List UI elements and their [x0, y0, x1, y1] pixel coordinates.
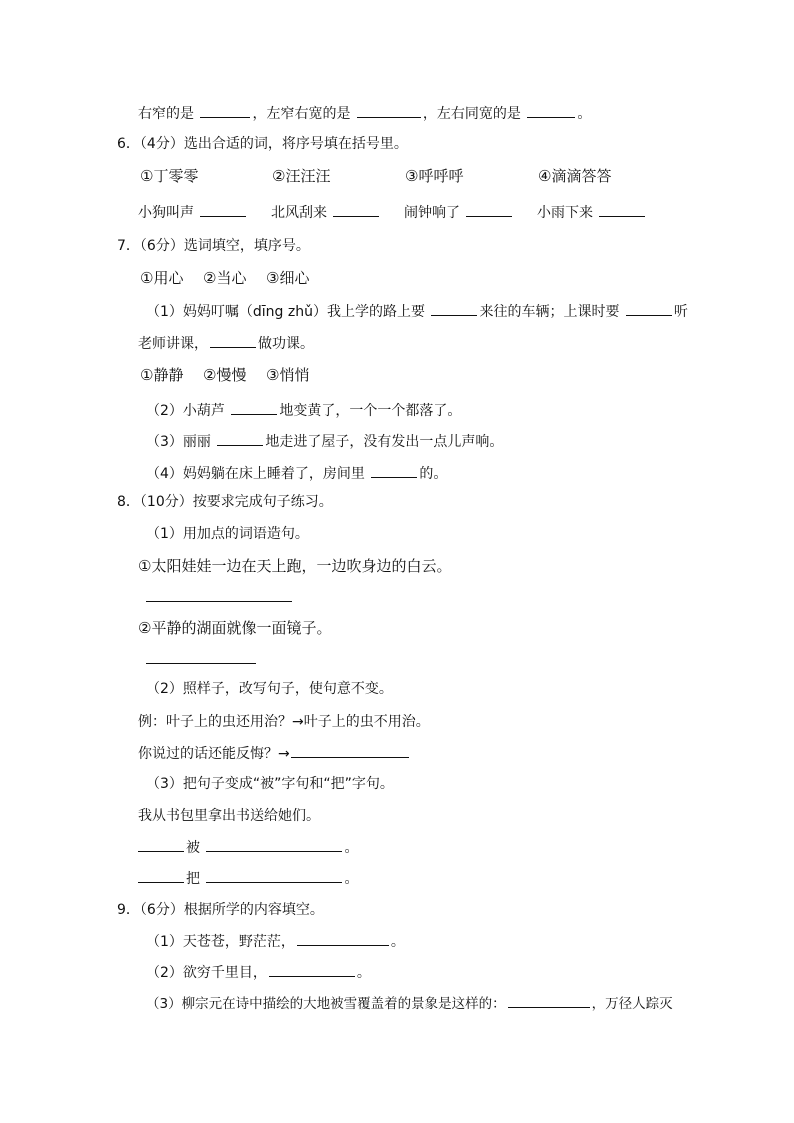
q6-blank-4[interactable] — [599, 202, 645, 217]
q9-header: 9．（6分）根据所学的内容填空。 — [117, 902, 324, 918]
q6-blanks — [0, 202, 794, 222]
q7-opt2-3: ③悄悄 — [266, 366, 310, 384]
q9-sentence-3: （3）柳宗元在诗中描绘的大地被雪覆盖着的景象是这样的： ，万径人踪灭 — [146, 993, 673, 1013]
q6-blank-3[interactable] — [466, 202, 512, 217]
q7-s3-blank[interactable] — [217, 431, 263, 446]
q7-opt1-1: ①用心 — [140, 269, 184, 287]
q6-item-3: 闹钟响了 — [404, 202, 514, 223]
q7-sentence-3: （3）丽丽 地走进了屋子，没有发出一点儿声响。 — [146, 431, 503, 451]
q8-p2-example: 例：叶子上的虫还用治？→叶子上的虫不用治。 — [138, 714, 430, 730]
q5-text-d: 。 — [577, 106, 592, 122]
q8-p3-sentence: 我从书包里拿出书送给她们。 — [138, 808, 320, 824]
q8-part-2: （2）照样子，改写句子，使句意不变。 — [146, 681, 393, 697]
q6-option-3: ③呼呼呼 — [405, 167, 464, 185]
q8-p3-bei-line: 被 。 — [138, 837, 358, 857]
q5-continuation — [138, 103, 591, 123]
q6-item-4: 小雨下来 — [537, 202, 647, 223]
q7-opt2-2: ②慢慢 — [203, 366, 247, 384]
q6-options — [0, 166, 794, 186]
q8-header: 8．（10分）按要求完成句子练习。 — [117, 494, 333, 510]
q8-p3-ba-blank-1[interactable] — [138, 868, 184, 883]
q7-sentence-2: （2）小葫芦 地变黄了，一个一个都落了。 — [146, 400, 461, 420]
q8-p3-bei-blank-1[interactable] — [138, 837, 184, 852]
q8-p3-bei-blank-2[interactable] — [206, 837, 342, 852]
q8-p2-question: 你说过的话还能反悔？→ — [138, 743, 411, 763]
q8-p1-answer-line-2[interactable] — [146, 663, 256, 664]
q7-opt2-1: ①静静 — [140, 366, 184, 384]
q7-header: 7．（6分）选词填空，填序号。 — [117, 238, 310, 254]
q5-blank-3[interactable] — [527, 103, 575, 118]
q5-text-c: ，左右同宽的是 — [422, 106, 526, 122]
q5-blank-2[interactable] — [357, 103, 421, 118]
q7-options-1 — [0, 268, 794, 288]
q7-options-2 — [0, 365, 794, 385]
q6-blank-2[interactable] — [333, 202, 379, 217]
q6-option-1: ①丁零零 — [140, 167, 199, 185]
q5-blank-1[interactable] — [200, 103, 250, 118]
q6-option-2: ②汪汪汪 — [272, 167, 331, 185]
q9-sentence-2: （2）欲穷千里目， 。 — [146, 962, 371, 982]
q8-p1-sentence-2: ②平静的湖面就像一面镜子。 — [138, 619, 332, 637]
q8-p3-ba-blank-2[interactable] — [206, 868, 342, 883]
q9-s1-blank[interactable] — [297, 931, 389, 946]
q9-s3-blank[interactable] — [508, 993, 590, 1008]
q7-s1-blank-3[interactable] — [210, 333, 256, 348]
q6-option-4: ④滴滴答答 — [538, 167, 612, 185]
q6-header: 6．（4分）选出合适的词，将序号填在括号里。 — [117, 136, 408, 152]
q7-sentence-1: （1）妈妈叮嘱（dīng zhǔ）我上学的路上要 来往的车辆；上课时要 听 — [146, 301, 688, 321]
q6-item-2: 北风刮来 — [271, 202, 381, 223]
q7-sentence-4: （4）妈妈躺在床上睡着了，房间里 的。 — [146, 463, 447, 483]
q7-sentence-1-cont: 老师讲课， 做功课。 — [138, 333, 314, 353]
q5-text-b: ，左窄右宽的是 — [252, 106, 355, 122]
q7-s2-blank[interactable] — [231, 400, 277, 415]
q8-part-1: （1）用加点的词语造句。 — [146, 526, 309, 542]
q8-part-3: （3）把句子变成“被”字句和“把”字句。 — [146, 776, 394, 792]
q8-p2-blank[interactable] — [291, 743, 409, 758]
q7-s1-blank-2[interactable] — [626, 301, 672, 316]
q7-s1-blank-1[interactable] — [431, 301, 477, 316]
q7-s4-blank[interactable] — [371, 463, 417, 478]
q6-blank-1[interactable] — [200, 202, 246, 217]
q8-p1-sentence-1: ①太阳娃娃一边在天上跑，一边吹身边的白云。 — [138, 557, 452, 575]
q9-s2-blank[interactable] — [269, 962, 355, 977]
q7-opt1-3: ③细心 — [266, 269, 310, 287]
q7-opt1-2: ②当心 — [203, 269, 247, 287]
q6-item-1: 小狗叫声 — [138, 202, 248, 223]
q8-p3-ba-line: 把 。 — [138, 868, 358, 888]
q5-text-a: 右窄的是 — [138, 106, 199, 122]
q8-p1-answer-line-1[interactable] — [146, 601, 292, 602]
q9-sentence-1: （1）天苍苍，野茫茫， 。 — [146, 931, 405, 951]
